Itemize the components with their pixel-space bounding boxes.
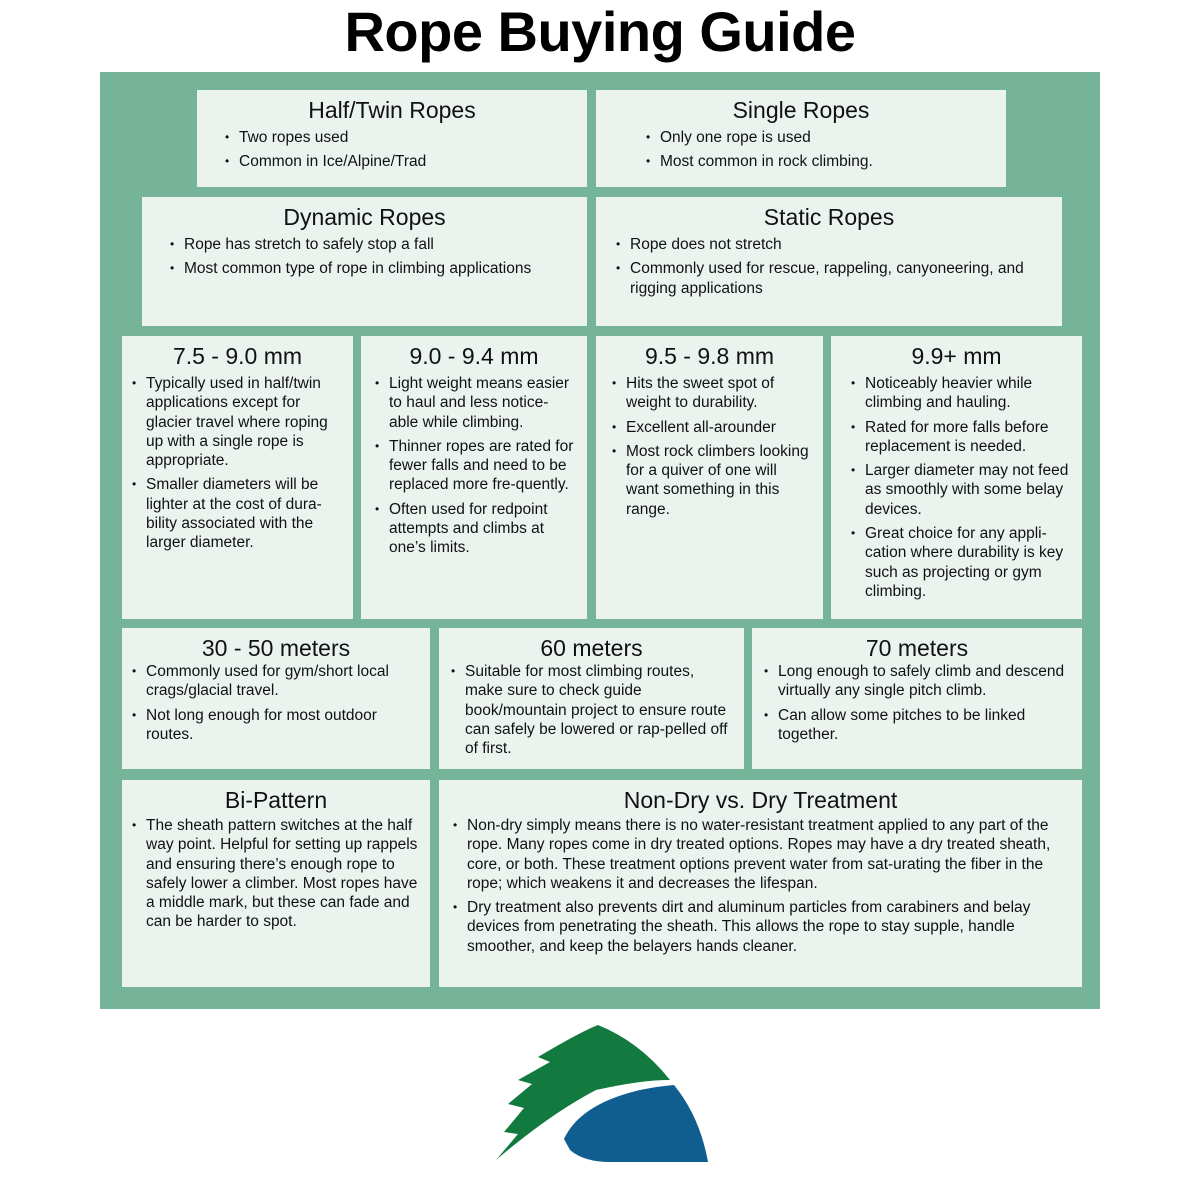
card-heading: 60 meters — [540, 635, 643, 661]
list-item: • Most common type of rope in climbing applications — [174, 259, 577, 278]
list-item: • Rope has stretch to safely stop a fall — [174, 235, 577, 254]
card-length-70 — [752, 628, 1082, 769]
list-item: • Long enough to safely climb and descend virtually any single pitch climb. — [768, 662, 1072, 701]
card-heading: Static Ropes — [763, 204, 895, 230]
card-heading: Non-Dry vs. Dry Treatment — [623, 787, 898, 813]
list-item: • Two ropes used — [229, 128, 577, 147]
list-item: • Hits the sweet spot of weight to durability. — [616, 374, 813, 413]
page-title: Rope Buying Guide — [344, 0, 856, 63]
list-item: • Larger diameter may not feed as smoothly with some belay devices. — [855, 461, 1072, 519]
card-length-60 — [439, 628, 744, 769]
card-diameter-9-5 — [596, 336, 823, 619]
card-heading: Dynamic Ropes — [283, 204, 446, 230]
list-item: • Can allow some pitches to be linked together. — [768, 706, 1072, 745]
card-heading: Half/Twin Ropes — [308, 97, 476, 123]
logo-blue-shape — [564, 1085, 708, 1162]
card-heading: 7.5 - 9.0 mm — [172, 343, 303, 369]
list-item: • Dry treatment also prevents dirt and aluminum particles from carabiners and belay devices from penetrating the sheath. This allows the rope to stay supple, handle smoother, and keep the belayers hands cleaner. — [457, 898, 1072, 956]
list-item: • Commonly used for rescue, rappeling, canyoneering, and rigging applications — [620, 259, 1052, 298]
card-heading: 30 - 50 meters — [201, 635, 351, 661]
list-item: • Only one rope is used — [650, 128, 996, 147]
list-item: • Not long enough for most outdoor routes. — [136, 706, 420, 745]
list-item: • Common in Ice/Alpine/Trad — [229, 152, 577, 171]
card-dry-treatment — [439, 780, 1082, 987]
card-dynamic — [142, 197, 587, 326]
card-heading: Single Ropes — [732, 97, 870, 123]
guide-panel — [100, 72, 1100, 1009]
list-item: • Suitable for most climbing routes, make sure to check guide book/mountain project to ensure route can safely be lowered or rap-pelled off of first. — [455, 662, 734, 758]
card-length-30-50 — [122, 628, 430, 769]
list-item: • Noticeably heavier while climbing and hauling. — [855, 374, 1072, 413]
card-bi-pattern — [122, 780, 430, 987]
card-heading: 9.0 - 9.4 mm — [409, 343, 539, 369]
card-half-twin — [197, 90, 587, 187]
list-item: • Smaller diameters will be lighter at the cost of dura-bility associated with the larger diameter. — [136, 475, 343, 552]
list-item: • Most rock climbers looking for a quiver of one will want something in this range. — [616, 442, 813, 519]
card-diameter-7-5 — [122, 336, 353, 619]
list-item: • Often used for redpoint attempts and climbs at one’s limits. — [379, 500, 577, 558]
mountain-logo-icon — [490, 1022, 715, 1167]
list-item: • Non-dry simply means there is no water-resistant treatment applied to any part of the rope. Many ropes come in dry treated options. Ropes may have a dry treated sheath, core, or both. These treatment options prevent water from sat-urating the fiber in the rope; which weakens it and decreases the lifespan. — [457, 816, 1072, 893]
card-diameter-9-0 — [361, 336, 587, 619]
list-item: • Rope does not stretch — [620, 235, 1052, 254]
list-item: • Light weight means easier to haul and less notice-able while climbing. — [379, 374, 577, 432]
list-item: • Thinner ropes are rated for fewer falls and need to be replaced more fre-quently. — [379, 437, 577, 495]
card-heading: 9.9+ mm — [911, 343, 1002, 369]
list-item: • The sheath pattern switches at the half way point. Helpful for setting up rappels and ensuring there’s enough rope to safely lower a climber. Most ropes have a middle mark, but these can fade and can be harder to spot. — [136, 816, 420, 932]
card-static — [596, 197, 1062, 326]
card-heading: 9.5 - 9.8 mm — [644, 343, 775, 369]
card-diameter-9-9 — [831, 336, 1082, 619]
list-item: • Great choice for any appli-cation where durability is key such as projecting or gym climbing. — [855, 524, 1072, 601]
card-heading: Bi-Pattern — [224, 787, 328, 813]
card-single — [596, 90, 1006, 187]
list-item: • Excellent all-arounder — [616, 418, 813, 437]
list-item: • Rated for more falls before replacement is needed. — [855, 418, 1072, 457]
list-item: • Typically used in half/twin applications except for glacier travel where roping up with a single rope is appropriate. — [136, 374, 343, 470]
list-item: • Most common in rock climbing. — [650, 152, 996, 171]
card-heading: 70 meters — [865, 635, 969, 661]
list-item: • Commonly used for gym/short local crags/glacial travel. — [136, 662, 420, 701]
